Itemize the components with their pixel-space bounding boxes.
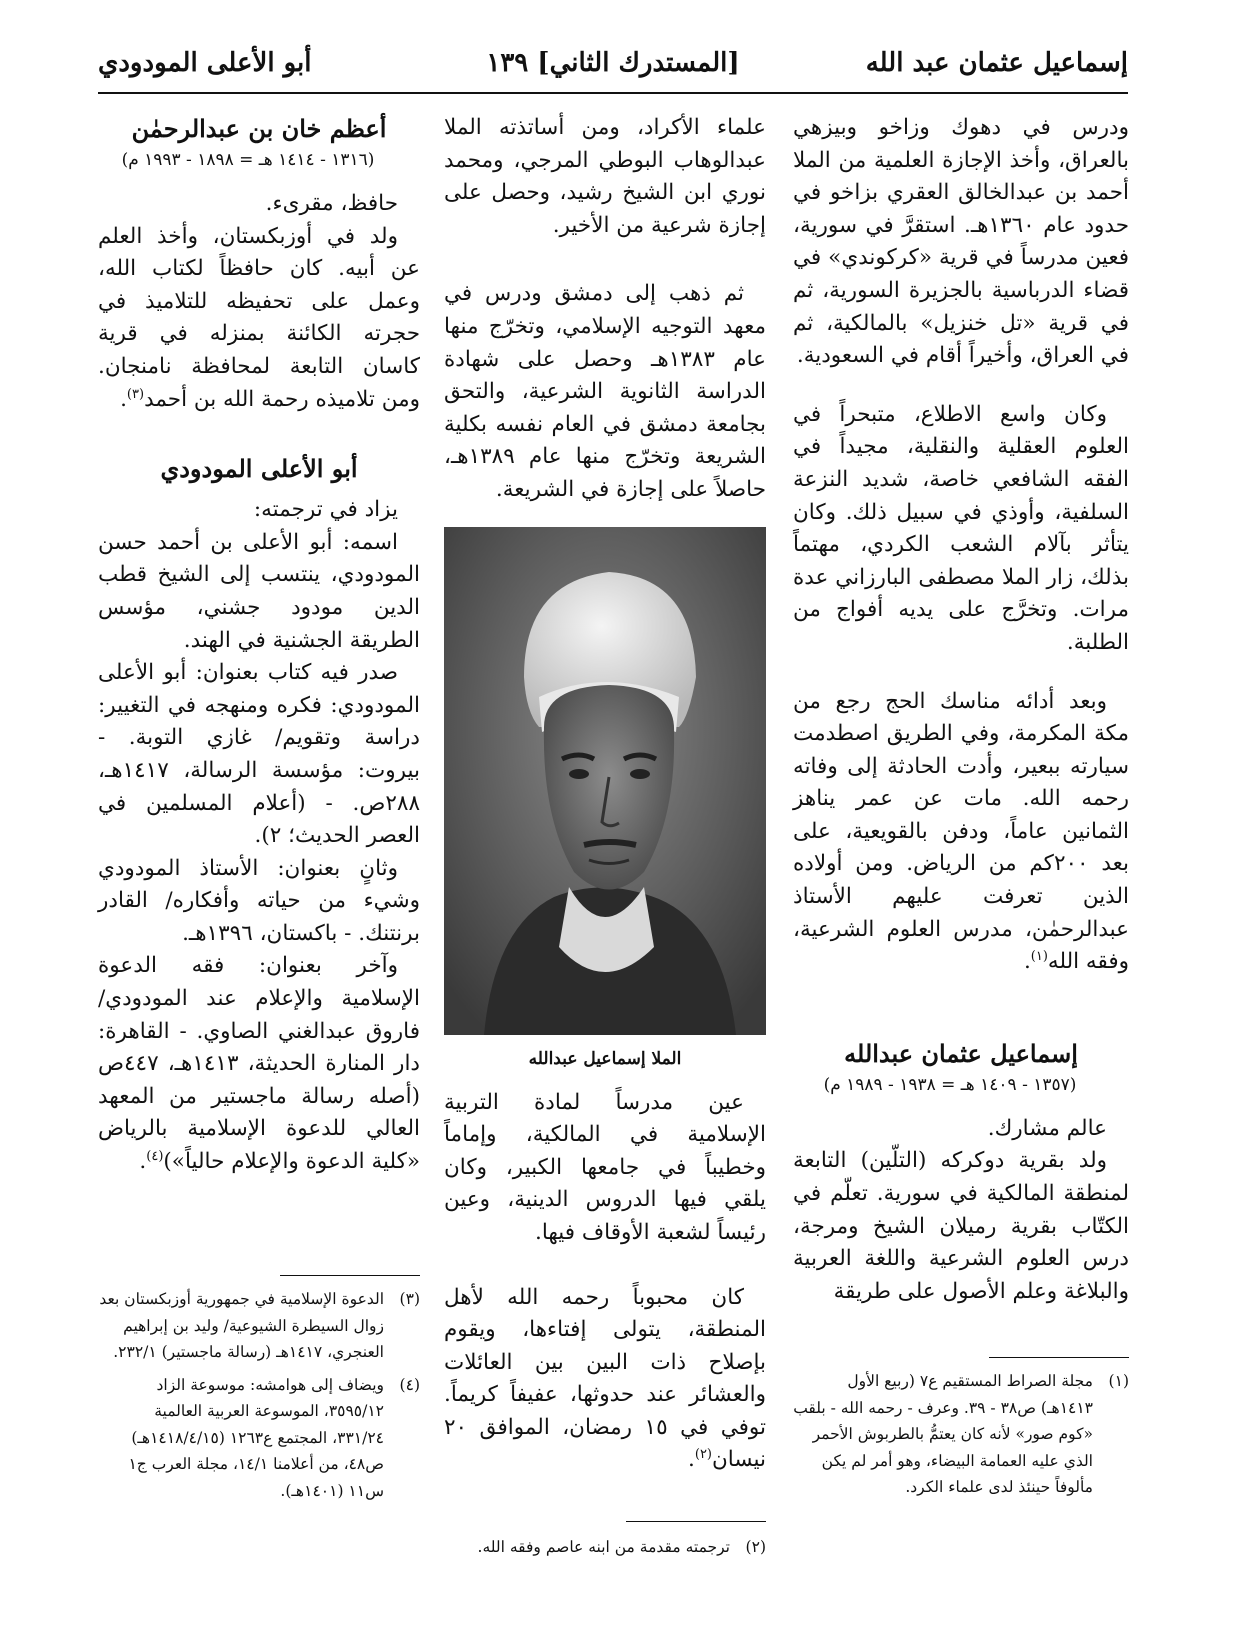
- header-right-title: إسماعيل عثمان عبد الله: [865, 48, 1128, 78]
- paragraph-end: .: [139, 1149, 147, 1175]
- paragraph-text: ولد في أوزبكستان، وأخذ العلم عن أبيه. كان حافظاً لكتاب الله، وعمل على تحفيظه للتلاميذ في حجرته الكائنة بمنزله في قرية كاسان التابعة لمحافظة نامنجان. ومن تلاميذه رحمة الله بن أحمد: [98, 223, 420, 412]
- footnote-number: (٢): [745, 1538, 766, 1556]
- entry-dates: (١٣١٦ - ١٤١٤ هـ = ١٨٩٨ - ١٩٩٣ م): [121, 150, 375, 170]
- paragraph: حافظ، مقرىء.: [265, 191, 398, 216]
- footnote: [98, 1372, 420, 1505]
- paragraph-text: وبعد أدائه مناسك الحج رجع من مكة المكرمة، وفي الطريق اصطدمت سيارته ببعير، وأدت الحادثة إلى وفاته رحمه الله. مات عن عمر يناهز الثمانين عاماً، ودفن بالقويعية، على بعد ٢٠٠كم من الرياض. ومن أولاده الذين تعرفت عليهم الأستاذ عبدالرحمٰن، مدرس العلوم الشرعية، وفقه الله: [793, 688, 1129, 975]
- paragraph: وكان واسع الاطلاع، متبحراً في العلوم العقلية والنقلية، مجيداً في الفقه الشافعي خاصة، شديد النزعة السلفية، وأوذي في سبيل ذلك. وكان يتأثر بآلام الشعب الكردي، مهتماً بذلك، زار الملا مصطفى البارزاني عدة مرات. وتخرَّج على يديه أفواج من الطلبة.: [793, 401, 1129, 655]
- paragraph: [793, 686, 1129, 979]
- header-rule: [98, 92, 1128, 94]
- entry-dates: (١٣٥٧ - ١٤٠٩ هـ = ١٩٣٨ - ١٩٨٩ م): [823, 1074, 1077, 1095]
- footnote-text: ويضاف إلى هوامشه: موسوعة الزاد ٣٥٩٥/١٢، الموسوعة العربية العالمية ٣٣١/٢٤، المجتمع ع١٢٦٣ (١٤١٨/٤/١٥هـ) ص٤٨، من أعلامنا ١٤/١، مجلة العرب ج١ س١١ (١٤٠١هـ).: [128, 1375, 384, 1500]
- footnote-text: مجلة الصراط المستقيم ع٧ (ربيع الأول ١٤١٣هـ) ص٣٨ - ٣٩. وعرف - رحمه الله - بلقب «كوم صور» لأنه كان يعتمُّ بالطربوش الأحمر الذي عليه العمامة البيضاء، وهو أمر لم يكن مألوفاً حينئذ لدى علماء الكرد.: [793, 1372, 1093, 1496]
- paragraph: اسمه: أبو الأعلى بن أحمد حسن المودودي، ينتسب إلى الشيخ قطب الدين مودود جشني، مؤسس الطريقة الجشنية في الهند.: [98, 529, 420, 653]
- paragraph: [98, 950, 420, 1178]
- footnotes-middle: [444, 1534, 766, 1561]
- header-page-number: [المستدرك الثاني] ١٣٩: [486, 48, 740, 78]
- entry-title: إسماعيل عثمان عبدالله: [844, 1038, 1078, 1068]
- portrait-photo: [444, 527, 766, 1035]
- footnote: [444, 1534, 766, 1561]
- footnotes-right: [793, 1368, 1129, 1501]
- paragraph: ثم ذهب إلى دمشق ودرس في معهد التوجيه الإسلامي، وتخرّج منها عام ١٣٨٣هـ وحصل على شهادة الدراسة الثانوية الشرعية، والتحق بجامعة دمشق في العام نفسه بكلية الشريعة وتخرّج منها عام ١٣٨٩هـ، حاصلاً على إجازة في الشريعة.: [444, 281, 767, 502]
- footnote-rule: [626, 1521, 766, 1522]
- column-right: [793, 112, 1129, 1308]
- paragraph: ولد بقرية دوكركه (التلّين) التابعة لمنطقة المالكية في سورية. تعلّم في الكتّاب بقرية رميلان الشيخ ومرجة، درس العلوم الشرعية واللغة العربية والبلاغة وعلم الأصول على طريقة: [793, 1148, 1129, 1304]
- footnotes-left: [98, 1286, 420, 1504]
- paragraph-text: كان محبوباً رحمه الله لأهل المنطقة، يتولى إفتاءها، ويقوم بإصلاح ذات البين بين العائلات والعشائر عند حدوثها، عفيفاً كريماً. توفي في ١٥ رمضان، الموافق ٢٠ نيسان: [444, 1284, 766, 1473]
- paragraph-end: .: [120, 386, 127, 412]
- paragraph-end: .: [688, 1447, 695, 1473]
- footnote-ref: (٢): [694, 1447, 712, 1463]
- header-left-title: أبو الأعلى المودودي: [98, 48, 312, 78]
- paragraph: عين مدرساً لمادة التربية الإسلامية في المالكية، وإماماً وخطيباً في جامعها الكبير، وكان يلقي فيها الدروس الدينية، وعين رئيساً لشعبة الأوقاف فيها.: [444, 1089, 766, 1245]
- running-header: [98, 48, 1128, 90]
- paragraph-text: وآخر بعنوان: فقه الدعوة الإسلامية والإعلام عند المودودي/ فاروق عبدالغني الصاوي. - القاهرة: دار المنارة الحديثة، ١٤١٣هـ، ٤٤٧ص (أصله رسالة ماجستير من المعهد العالي للدعوة الإسلامية بالرياض «كلية الدعوة والإعلام حالياً»): [98, 953, 420, 1175]
- paragraph: ودرس في دهوك وزاخو وبيزهي بالعراق، وأخذ الإجازة العلمية من الملا أحمد بن عبدالخالق العقري بزاخو في حدود عام ١٣٦٠هـ. استقرَّ في سورية، فعين مدرساً في قرية «كركوندي» في قضاء الدرباسية بالجزيرة السورية، ثم في قرية «تل خنزيل» بالمالكية، ثم في العراق، وأخيراً أقام في السعودية.: [793, 115, 1129, 369]
- footnote-number: (٤): [399, 1375, 420, 1394]
- paragraph: يزاد في ترجمته:: [253, 497, 398, 523]
- paragraph: عالم مشارك.: [987, 1115, 1107, 1141]
- footnote-ref: (١): [1030, 949, 1048, 965]
- entry-title: أبو الأعلى المودودي: [160, 454, 358, 484]
- paragraph: علماء الأكراد، ومن أساتذته الملا عبدالوهاب البوطي المرجي، ومحمد نوري ابن الشيخ رشيد، وحصل على إجازة شرعية من الأخير.: [444, 115, 766, 238]
- footnote-text: الدعوة الإسلامية في جمهورية أوزبكستان بعد زوال السيطرة الشيوعية/ وليد بن إبراهيم العنجري، ١٤١٧هـ (رسالة ماجستير) ٢٣٢/١.: [99, 1290, 384, 1361]
- portrait-illustration: [444, 527, 766, 1035]
- footnote-number: (٣): [399, 1290, 420, 1308]
- paragraph: [98, 221, 420, 417]
- footnote-rule: [989, 1357, 1129, 1358]
- paragraph: [444, 1282, 766, 1478]
- footnote: [793, 1368, 1129, 1501]
- photo-caption: الملا إسماعيل عبدالله: [528, 1048, 682, 1069]
- footnote-rule: [280, 1275, 420, 1276]
- footnote-ref: (٤): [146, 1148, 164, 1164]
- paragraph-end: .: [1023, 949, 1031, 975]
- footnote: [98, 1286, 420, 1366]
- column-middle: [444, 112, 766, 1477]
- column-left: [98, 112, 420, 1179]
- paragraph: صدر فيه كتاب بعنوان: أبو الأعلى المودودي: فكره ومنهجه في التغيير: دراسة وتقويم/ غازي التوبة. - بيروت: مؤسسة الرسالة، ١٤١٧هـ، ٢٨٨ص. - (أعلام المسلمين في العصر الحديث؛ ٢).: [98, 660, 420, 849]
- footnote-ref: (٣): [126, 386, 145, 402]
- footnote-number: (١): [1108, 1372, 1129, 1390]
- footnote-text: ترجمته مقدمة من ابنه عاصم وفقه الله.: [477, 1538, 730, 1556]
- entry-title: أعظم خان بن عبدالرحمٰن: [131, 114, 387, 143]
- paragraph: وثانٍ بعنوان: الأستاذ المودودي وشيء من حياته وأفكاره/ القادر برنتنك. - باكستان، ١٣٩٦هـ.: [98, 855, 420, 946]
